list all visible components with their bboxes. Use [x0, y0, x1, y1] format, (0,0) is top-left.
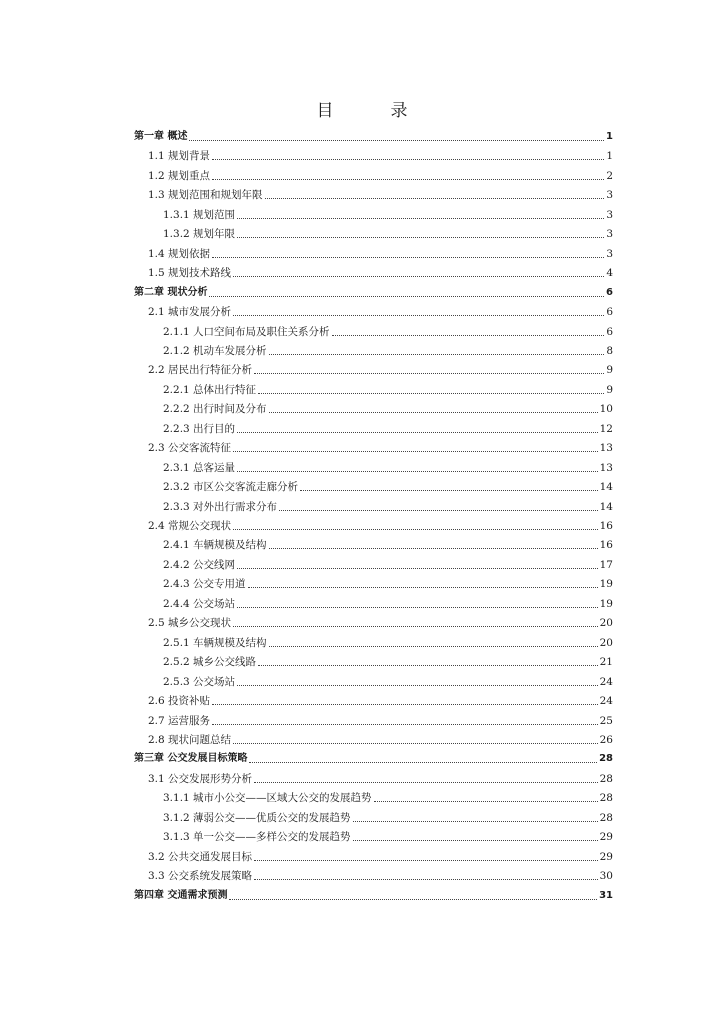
- toc-entry-page-number: 31: [599, 889, 613, 901]
- toc-entry-label: 2.3.2 市区公交客流走廊分析: [163, 481, 299, 494]
- toc-entry[interactable]: [163, 807, 613, 825]
- toc-entry-label: 2.2.1 总体出行特征: [163, 383, 257, 396]
- toc-entry[interactable]: [163, 204, 613, 222]
- toc-entry[interactable]: [163, 321, 613, 339]
- toc-entry[interactable]: [148, 262, 613, 280]
- toc-entry[interactable]: [134, 282, 613, 300]
- toc-entry-label: 2.1 城市发展分析: [148, 306, 232, 319]
- dot-leader: [212, 257, 604, 258]
- toc-entry-page-number: 1: [606, 150, 613, 163]
- toc-entry-page-number: 12: [599, 422, 613, 435]
- toc-entry-page-number: 4: [606, 267, 613, 280]
- toc-entry-page-number: 2: [606, 169, 613, 182]
- dot-leader: [269, 548, 598, 549]
- toc-entry-page-number: 19: [599, 578, 613, 591]
- toc-entry[interactable]: [148, 359, 613, 377]
- dot-leader: [233, 743, 598, 744]
- toc-entry[interactable]: [163, 476, 613, 494]
- toc-entry-page-number: 14: [599, 500, 613, 513]
- toc-entry[interactable]: [148, 243, 613, 261]
- dot-leader: [258, 393, 604, 394]
- toc-entry-page-number: 20: [599, 617, 613, 630]
- dot-leader: [209, 296, 604, 297]
- toc-entry-page-number: 9: [606, 364, 613, 377]
- toc-entry[interactable]: [134, 126, 613, 144]
- toc-entry[interactable]: [163, 671, 613, 689]
- toc-entry-label: 2.4.1 车辆规模及结构: [163, 539, 267, 552]
- toc-entry-page-number: 24: [599, 675, 613, 688]
- dot-leader: [212, 704, 598, 705]
- dot-leader: [254, 373, 604, 374]
- dot-leader: [237, 471, 598, 472]
- toc-entry[interactable]: [148, 710, 613, 728]
- dot-leader: [265, 198, 605, 199]
- dot-leader: [254, 879, 598, 880]
- toc-entry-page-number: 6: [606, 325, 613, 338]
- toc-entry[interactable]: [163, 398, 613, 416]
- dot-leader: [237, 432, 598, 433]
- toc-entry-page-number: 28: [599, 792, 613, 805]
- toc-entry-page-number: 3: [606, 189, 613, 202]
- toc-entry-label: 2.4.3 公交专用道: [163, 578, 246, 591]
- toc-entry-page-number: 20: [599, 636, 613, 649]
- toc-entry[interactable]: [163, 379, 613, 397]
- toc-entry-page-number: 13: [599, 461, 613, 474]
- toc-entry[interactable]: [163, 651, 613, 669]
- toc-entry-label: 2.8 现状问题总结: [148, 733, 232, 746]
- toc-entry[interactable]: [148, 729, 613, 747]
- dot-leader: [254, 782, 598, 783]
- dot-leader: [212, 724, 598, 725]
- toc-entry-page-number: 16: [599, 539, 613, 552]
- dot-leader: [254, 860, 598, 861]
- toc-entry-page-number: 1: [606, 131, 613, 142]
- toc-entry-page-number: 3: [606, 228, 613, 241]
- toc-entry-label: 第三章 公交发展目标策略: [134, 753, 248, 765]
- toc-entry-label: 2.3.3 对外出行需求分布: [163, 500, 278, 513]
- dot-leader: [229, 899, 597, 900]
- toc-entry[interactable]: [163, 340, 613, 358]
- toc-entry-label: 3.1 公交发展形势分析: [148, 772, 253, 785]
- dot-leader: [189, 140, 604, 141]
- toc-entry-label: 3.2 公共交通发展目标: [148, 850, 253, 863]
- toc-entry-label: 2.2.3 出行目的: [163, 422, 236, 435]
- toc-entry[interactable]: [163, 787, 613, 805]
- toc-entry-page-number: 6: [606, 306, 613, 319]
- toc-entry-label: 1.3.1 规划范围: [163, 208, 236, 221]
- toc-entry-page-number: 14: [599, 481, 613, 494]
- toc-entry-page-number: 8: [606, 344, 613, 357]
- toc-entry[interactable]: [148, 184, 613, 202]
- dot-leader: [353, 821, 598, 822]
- toc-entry[interactable]: [148, 768, 613, 786]
- toc-entry-label: 2.1.1 人口空间布局及职住关系分析: [163, 325, 330, 338]
- toc-entry[interactable]: [148, 437, 613, 455]
- toc-entry-label: 1.1 规划背景: [148, 150, 211, 163]
- toc-entry-label: 1.3 规划范围和规划年限: [148, 189, 263, 202]
- toc-entry-page-number: 3: [606, 247, 613, 260]
- toc-entry-label: 2.7 运营服务: [148, 714, 211, 727]
- dot-leader: [237, 237, 604, 238]
- toc-entry-label: 2.4.2 公交线网: [163, 558, 236, 571]
- toc-entry[interactable]: [148, 846, 613, 864]
- toc-entry[interactable]: [163, 223, 613, 241]
- toc-entry-label: 1.4 规划依据: [148, 247, 211, 260]
- toc-entry-label: 1.5 规划技术路线: [148, 267, 232, 280]
- toc-entry-page-number: 30: [599, 870, 613, 883]
- toc-entry-page-number: 28: [599, 811, 613, 824]
- dot-leader: [353, 840, 598, 841]
- toc-entry[interactable]: [148, 301, 613, 319]
- toc-entry-label: 3.1.1 城市小公交——区域大公交的发展趋势: [163, 792, 372, 805]
- toc-entry-label: 2.5.2 城乡公交线路: [163, 656, 257, 669]
- toc-entry-label: 3.1.3 单一公交——多样公交的发展趋势: [163, 831, 351, 844]
- toc-entry-page-number: 24: [599, 695, 613, 708]
- toc-entry[interactable]: [163, 418, 613, 436]
- toc-entry[interactable]: [148, 612, 613, 630]
- toc-entry[interactable]: [134, 748, 613, 766]
- toc-entry-page-number: 29: [599, 850, 613, 863]
- toc-entry[interactable]: [163, 826, 613, 844]
- toc-entry-label: 2.2.2 出行时间及分布: [163, 403, 267, 416]
- toc-entry-label: 2.5 城乡公交现状: [148, 617, 232, 630]
- toc-entry[interactable]: [163, 632, 613, 650]
- dot-leader: [279, 510, 598, 511]
- toc-entry-page-number: 28: [599, 772, 613, 785]
- dot-leader: [233, 315, 604, 316]
- dot-leader: [237, 685, 598, 686]
- toc-entry-label: 第一章 概述: [134, 131, 188, 142]
- dot-leader: [212, 179, 604, 180]
- toc-entry[interactable]: [148, 165, 613, 183]
- toc-entry-label: 2.1.2 机动车发展分析: [163, 344, 267, 357]
- dot-leader: [233, 451, 598, 452]
- toc-entry-label: 2.4 常规公交现状: [148, 520, 232, 532]
- toc-entry[interactable]: [163, 457, 613, 475]
- dot-leader: [233, 276, 604, 277]
- toc-entry-page-number: 10: [599, 403, 613, 416]
- toc-entry[interactable]: [163, 593, 613, 611]
- toc-entry[interactable]: [163, 496, 613, 514]
- dot-leader: [332, 335, 605, 336]
- dot-leader: [300, 490, 598, 491]
- toc-entry[interactable]: [148, 690, 613, 708]
- page-title: 目 录: [316, 101, 428, 121]
- dot-leader: [269, 646, 598, 647]
- toc-entry-label: 2.5.3 公交场站: [163, 675, 236, 688]
- toc-entry[interactable]: [148, 865, 613, 883]
- dot-leader: [249, 762, 597, 763]
- toc-entry-page-number: 17: [599, 558, 613, 571]
- toc-entry-page-number: 9: [606, 383, 613, 396]
- toc-entry[interactable]: [163, 534, 613, 552]
- dot-leader: [212, 159, 604, 160]
- toc-entry-label: 2.3.1 总客运量: [163, 461, 236, 474]
- toc-entry[interactable]: [163, 573, 613, 591]
- toc-entry-label: 2.6 投资补贴: [148, 695, 211, 708]
- toc-entry-label: 2.5.1 车辆规模及结构: [163, 636, 267, 649]
- dot-leader: [237, 218, 604, 219]
- dot-leader: [233, 529, 598, 530]
- dot-leader: [269, 412, 598, 413]
- toc-entry[interactable]: [163, 554, 613, 572]
- toc-entry-page-number: 21: [599, 656, 613, 669]
- toc-entry-label: 2.4.4 公交场站: [163, 597, 236, 610]
- toc-entry-label: 1.3.2 规划年限: [163, 228, 236, 241]
- toc-entry-page-number: 3: [606, 208, 613, 221]
- toc-entry-label: 第四章 交通需求预测: [134, 889, 228, 901]
- toc-entry-page-number: 29: [599, 831, 613, 844]
- dot-leader: [248, 587, 598, 588]
- dot-leader: [237, 568, 598, 569]
- dot-leader: [269, 354, 605, 355]
- toc-entry[interactable]: [148, 515, 613, 533]
- toc-entry-label: 1.2 规划重点: [148, 169, 211, 182]
- toc-entry-page-number: 19: [599, 597, 613, 610]
- toc-entry-label: 3.3 公交系统发展策略: [148, 870, 253, 883]
- toc-entry-page-number: 25: [599, 714, 613, 727]
- toc-entry-label: 第二章 现状分析: [134, 286, 208, 298]
- dot-leader: [233, 626, 598, 627]
- toc-entry-page-number: 13: [599, 442, 613, 455]
- toc-entry-label: 3.1.2 薄弱公交——优质公交的发展趋势: [163, 811, 351, 824]
- toc-entry[interactable]: [134, 885, 613, 903]
- dot-leader: [237, 607, 598, 608]
- toc-entry-page-number: 16: [599, 520, 613, 532]
- dot-leader: [374, 801, 598, 802]
- toc-entry[interactable]: [148, 145, 613, 163]
- toc-entry-label: 2.2 居民出行特征分析: [148, 364, 253, 377]
- toc-entry-page-number: 26: [599, 733, 613, 746]
- toc-entry-page-number: 6: [606, 286, 613, 298]
- toc-entry-label: 2.3 公交客流特征: [148, 442, 232, 455]
- dot-leader: [258, 665, 598, 666]
- toc-entry-page-number: 28: [599, 753, 613, 765]
